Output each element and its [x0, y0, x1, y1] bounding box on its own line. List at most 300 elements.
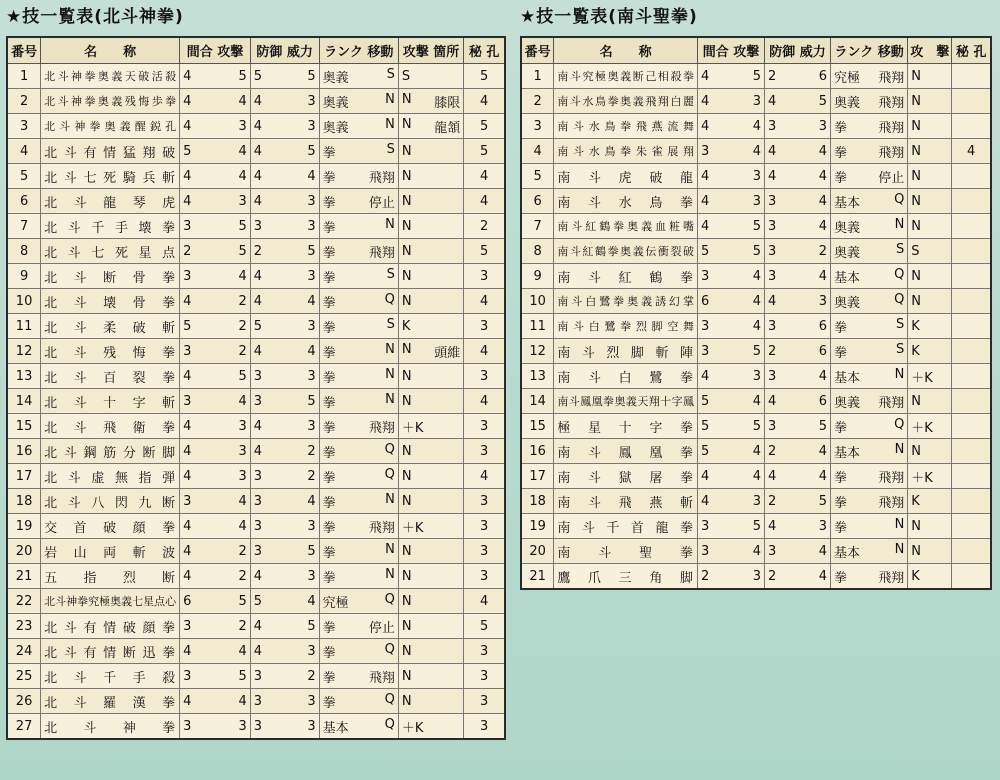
move-number: 14 — [521, 389, 554, 414]
power-value: 3 — [818, 118, 828, 134]
attack-value: 3 — [752, 168, 762, 184]
table-row — [7, 289, 505, 314]
aim-value: 5 — [183, 318, 192, 334]
attack-location-cell — [398, 439, 463, 464]
table-row — [521, 139, 991, 164]
power-value: 5 — [818, 93, 828, 109]
aim-attack-cell — [180, 314, 251, 339]
pressure-point-value — [952, 289, 991, 314]
attack-location-cell — [398, 314, 463, 339]
aim-value: 6 — [183, 593, 192, 609]
aim-value: 4 — [701, 218, 710, 234]
rank-move-cell — [319, 589, 398, 614]
rank-value: 拳 — [322, 695, 336, 711]
power-value: 3 — [818, 518, 828, 534]
attack-value: 4 — [238, 268, 247, 284]
attack-location-cell — [398, 689, 463, 714]
move-value: 飛翔 — [368, 520, 395, 536]
aim-value: 2 — [701, 568, 710, 584]
aim-value: 3 — [701, 143, 710, 159]
defense-power-pair — [254, 194, 316, 209]
defense-value: 3 — [768, 418, 777, 434]
aim-attack-pair — [701, 519, 761, 534]
defense-power-pair — [768, 94, 827, 109]
defense-power-pair — [254, 94, 316, 109]
header-attack: 攻 撃 — [908, 37, 952, 64]
attack-value: 4 — [238, 393, 247, 409]
aim-attack-cell — [180, 364, 251, 389]
aim-attack-cell — [698, 539, 765, 564]
aim-attack-pair — [183, 619, 247, 634]
defense-power-cell — [765, 289, 831, 314]
defense-power-cell — [765, 239, 831, 264]
attack-value: 4 — [752, 293, 762, 309]
attack-location-cell — [398, 389, 463, 414]
move-number: 6 — [521, 189, 554, 214]
rank-move-pair — [834, 192, 904, 211]
move-name: 南斗究極奥義断己相殺拳 — [554, 64, 698, 89]
rank-move-pair — [323, 492, 395, 511]
pressure-point-value: 5 — [464, 114, 505, 139]
aim-value: 3 — [701, 268, 710, 284]
aim-value: 4 — [183, 418, 192, 434]
move-value: N — [385, 391, 395, 407]
pressure-point-value — [952, 214, 991, 239]
power-value: 4 — [818, 543, 828, 559]
attack-location-pair — [402, 294, 460, 309]
aim-attack-cell — [698, 164, 765, 189]
aim-value: 4 — [183, 293, 192, 309]
pressure-point-value: 3 — [464, 264, 505, 289]
defense-power-cell — [250, 264, 319, 289]
rank-move-cell — [831, 289, 908, 314]
rank-move-cell — [831, 164, 908, 189]
rank-move-pair — [834, 117, 904, 136]
rank-move-cell — [319, 264, 398, 289]
table-row — [7, 539, 505, 564]
attack-value: 4 — [238, 693, 247, 709]
defense-value: 4 — [768, 93, 777, 109]
attack-value: 4 — [752, 118, 762, 134]
power-value: 4 — [818, 443, 828, 459]
aim-attack-pair — [183, 94, 247, 109]
aim-attack-cell — [698, 514, 765, 539]
aim-value: 4 — [183, 643, 192, 659]
attack-value: 5 — [752, 343, 762, 359]
pressure-point-value — [952, 114, 991, 139]
move-number: 19 — [7, 514, 41, 539]
defense-power-cell — [765, 189, 831, 214]
move-name: 北斗神拳 — [41, 714, 180, 740]
rank-move-pair — [834, 242, 904, 261]
move-value: S — [896, 316, 905, 332]
move-value: Q — [384, 591, 395, 607]
defense-value: 4 — [768, 393, 777, 409]
defense-power-cell — [765, 539, 831, 564]
attack-type: K — [908, 489, 952, 514]
power-value: 6 — [818, 343, 828, 359]
aim-value: 3 — [183, 493, 192, 509]
rank-value: 奥義 — [834, 295, 861, 311]
move-number: 21 — [521, 564, 554, 590]
attack-location: 頭維 — [434, 345, 461, 361]
defense-value: 4 — [253, 568, 263, 584]
rank-move-pair — [834, 467, 904, 486]
aim-value: 4 — [183, 568, 192, 584]
rank-move-cell — [319, 689, 398, 714]
move-number: 3 — [521, 114, 554, 139]
defense-value: 3 — [253, 218, 263, 234]
rank-value: 拳 — [834, 320, 848, 336]
pressure-point-value — [952, 239, 991, 264]
defense-value: 4 — [253, 93, 263, 109]
pressure-point-value: 5 — [464, 239, 505, 264]
rank-value: 拳 — [322, 320, 336, 336]
aim-value: 4 — [701, 468, 710, 484]
attack-type: N — [401, 368, 412, 384]
move-number: 17 — [521, 464, 554, 489]
attack-type: N — [401, 268, 412, 284]
aim-attack-pair — [183, 394, 247, 409]
aim-attack-pair — [701, 69, 761, 84]
rank-move-pair — [323, 617, 395, 636]
power-value: 4 — [818, 193, 828, 209]
rank-value: 拳 — [322, 420, 336, 436]
rank-move-cell — [319, 639, 398, 664]
defense-power-pair — [254, 494, 316, 509]
aim-attack-cell — [180, 214, 251, 239]
aim-attack-pair — [183, 544, 247, 559]
defense-power-pair — [254, 319, 316, 334]
attack-location-cell — [398, 539, 463, 564]
pressure-point-value: 4 — [464, 389, 505, 414]
rank-move-pair — [834, 417, 904, 436]
rank-value: 基本 — [834, 445, 861, 461]
attack-type: N — [401, 693, 412, 709]
move-value: Q — [384, 716, 395, 732]
rank-value: 拳 — [322, 520, 336, 536]
defense-value: 3 — [768, 543, 777, 559]
defense-power-cell — [250, 189, 319, 214]
defense-power-pair — [768, 544, 827, 559]
rank-move-pair — [323, 92, 395, 111]
defense-power-pair — [768, 469, 827, 484]
pressure-point-value: 4 — [952, 139, 991, 164]
attack-value: 3 — [752, 93, 762, 109]
rank-move-pair — [323, 717, 395, 736]
defense-value: 2 — [253, 243, 263, 259]
attack-type: N — [401, 341, 412, 357]
attack-location-pair — [402, 444, 460, 459]
aim-attack-pair — [183, 644, 247, 659]
header-name: 名 称 — [554, 37, 698, 64]
attack-value: 4 — [238, 143, 247, 159]
aim-attack-pair — [183, 719, 247, 734]
move-number: 7 — [7, 214, 41, 239]
rank-move-pair — [323, 217, 395, 236]
move-value: N — [385, 116, 395, 132]
defense-value: 4 — [253, 168, 263, 184]
attack-type: N — [908, 164, 952, 189]
defense-power-cell — [250, 564, 319, 589]
rank-move-cell — [831, 314, 908, 339]
move-value: N — [894, 516, 905, 532]
aim-value: 4 — [701, 118, 710, 134]
power-value: 5 — [307, 243, 316, 259]
rank-move-pair — [323, 642, 395, 661]
table-row — [521, 564, 991, 590]
rank-value: 拳 — [834, 120, 848, 136]
aim-attack-cell — [180, 239, 251, 264]
aim-attack-pair — [183, 169, 247, 184]
attack-location-pair — [402, 269, 460, 284]
rank-move-cell — [319, 189, 398, 214]
move-name: 南斗紅鶴拳奥義血粧嘴 — [554, 214, 698, 239]
defense-power-cell — [250, 214, 319, 239]
defense-power-pair — [254, 244, 316, 259]
rank-move-cell — [831, 489, 908, 514]
move-number: 20 — [7, 539, 41, 564]
rank-move-cell — [319, 214, 398, 239]
aim-value: 4 — [701, 193, 710, 209]
power-value: 4 — [818, 143, 828, 159]
aim-value: 5 — [183, 143, 192, 159]
aim-attack-pair — [183, 219, 247, 234]
table-row — [521, 514, 991, 539]
aim-attack-pair — [183, 119, 247, 134]
header-hole: 秘 孔 — [464, 37, 505, 64]
attack-value: 5 — [238, 68, 247, 84]
power-value: 2 — [307, 668, 316, 684]
rank-move-pair — [834, 367, 904, 386]
move-name: 五指烈断 — [41, 564, 180, 589]
aim-attack-pair — [701, 444, 761, 459]
hokuto-panel — [6, 4, 506, 740]
move-number: 8 — [521, 239, 554, 264]
power-value: 3 — [307, 368, 316, 384]
pressure-point-value — [952, 389, 991, 414]
move-name: 北斗百裂拳 — [41, 364, 180, 389]
pressure-point-value: 4 — [464, 339, 505, 364]
defense-power-cell — [250, 439, 319, 464]
aim-attack-cell — [180, 189, 251, 214]
power-value: 5 — [818, 493, 828, 509]
attack-location-pair — [402, 394, 460, 409]
rank-value: 奥義 — [834, 245, 861, 261]
aim-attack-pair — [701, 144, 761, 159]
rank-move-pair — [323, 692, 395, 711]
move-number: 18 — [521, 489, 554, 514]
move-number: 15 — [7, 414, 41, 439]
defense-power-pair — [768, 244, 827, 259]
attack-location-pair — [402, 194, 460, 209]
defense-power-pair — [254, 519, 316, 534]
move-number: 4 — [521, 139, 554, 164]
rank-value: 拳 — [322, 220, 336, 236]
attack-location-pair — [402, 569, 460, 584]
table-row — [7, 114, 505, 139]
power-value: 4 — [818, 568, 828, 584]
move-number: 22 — [7, 589, 41, 614]
attack-type: K — [401, 318, 411, 334]
rank-move-cell — [319, 614, 398, 639]
move-value: N — [385, 341, 395, 357]
defense-power-pair — [254, 394, 316, 409]
power-value: 5 — [307, 618, 316, 634]
rank-move-cell — [319, 414, 398, 439]
attack-location-pair — [402, 644, 460, 659]
header-rank-move: ランク 移動 — [831, 37, 908, 64]
move-value: N — [385, 541, 395, 557]
rank-move-pair — [323, 67, 395, 86]
defense-power-cell — [250, 414, 319, 439]
rank-move-cell — [831, 189, 908, 214]
defense-value: 3 — [768, 118, 777, 134]
defense-power-cell — [250, 389, 319, 414]
aim-attack-cell — [180, 64, 251, 89]
defense-power-cell — [250, 164, 319, 189]
power-value: 3 — [307, 318, 316, 334]
attack-location-cell — [398, 364, 463, 389]
move-value: N — [894, 216, 905, 232]
pressure-point-value: 3 — [464, 539, 505, 564]
rank-move-cell — [831, 239, 908, 264]
defense-power-cell — [250, 514, 319, 539]
attack-value: 4 — [752, 443, 762, 459]
defense-power-pair — [768, 169, 827, 184]
move-number: 7 — [521, 214, 554, 239]
rank-move-cell — [319, 139, 398, 164]
aim-attack-pair — [183, 244, 247, 259]
move-name: 北斗有情破顔拳 — [41, 614, 180, 639]
attack-location-pair — [402, 669, 460, 684]
move-number: 5 — [521, 164, 554, 189]
defense-power-cell — [250, 464, 319, 489]
move-name: 南斗水鳥拳 — [554, 189, 698, 214]
defense-value: 3 — [768, 218, 777, 234]
table-row — [7, 264, 505, 289]
attack-location-cell — [398, 589, 463, 614]
aim-value: 4 — [183, 68, 192, 84]
move-value: S — [386, 316, 395, 332]
table-row — [521, 89, 991, 114]
attack-type: N — [401, 443, 412, 459]
aim-value: 5 — [701, 243, 710, 259]
rank-value: 拳 — [322, 495, 336, 511]
aim-attack-cell — [180, 439, 251, 464]
attack-location-cell — [398, 189, 463, 214]
attack-location-pair — [402, 619, 460, 634]
power-value: 4 — [307, 593, 316, 609]
rank-value: 奥義 — [834, 395, 861, 411]
aim-attack-pair — [183, 469, 247, 484]
table-row — [7, 464, 505, 489]
defense-value: 4 — [253, 343, 263, 359]
attack-value: 2 — [238, 568, 247, 584]
aim-value: 3 — [701, 318, 710, 334]
aim-attack-pair — [183, 294, 247, 309]
rank-value: 拳 — [322, 620, 336, 636]
attack-type: N — [908, 189, 952, 214]
rank-move-cell — [831, 439, 908, 464]
defense-value: 3 — [253, 718, 263, 734]
move-name: 南斗千首龍拳 — [554, 514, 698, 539]
aim-value: 4 — [183, 543, 192, 559]
rank-move-cell — [831, 564, 908, 590]
defense-power-cell — [250, 614, 319, 639]
defense-power-cell — [765, 489, 831, 514]
defense-value: 3 — [253, 368, 263, 384]
power-value: 3 — [307, 218, 316, 234]
move-value: 飛翔 — [878, 70, 905, 86]
attack-type: N — [908, 539, 952, 564]
defense-power-cell — [765, 264, 831, 289]
pressure-point-value — [952, 339, 991, 364]
defense-power-cell — [250, 489, 319, 514]
defense-power-cell — [765, 364, 831, 389]
rank-move-cell — [831, 389, 908, 414]
attack-location-pair — [402, 169, 460, 184]
defense-power-pair — [768, 69, 827, 84]
attack-value: 5 — [238, 593, 247, 609]
rank-value: 拳 — [322, 145, 336, 161]
attack-value: 4 — [238, 518, 247, 534]
attack-location-cell — [398, 639, 463, 664]
rank-move-pair — [323, 292, 395, 311]
defense-power-cell — [765, 139, 831, 164]
attack-type: N — [908, 114, 952, 139]
defense-power-cell — [250, 289, 319, 314]
attack-location-pair — [402, 469, 460, 484]
pressure-point-value — [952, 414, 991, 439]
move-name: 南斗紅鶴拳奥義伝衝裂破 — [554, 239, 698, 264]
attack-type: N — [908, 389, 952, 414]
rank-move-cell — [319, 164, 398, 189]
attack-value: 2 — [238, 618, 247, 634]
header-def-pow: 防御 威力 — [250, 37, 319, 64]
table-row — [7, 439, 505, 464]
move-number: 18 — [7, 489, 41, 514]
rank-move-cell — [319, 89, 398, 114]
defense-power-cell — [765, 314, 831, 339]
attack-type: N — [908, 139, 952, 164]
aim-attack-cell — [180, 664, 251, 689]
defense-power-cell — [765, 89, 831, 114]
attack-type: N — [401, 193, 412, 209]
attack-type: S — [908, 239, 952, 264]
attack-value: 5 — [752, 218, 762, 234]
power-value: 4 — [818, 468, 828, 484]
defense-power-pair — [254, 419, 316, 434]
header-aim-atk: 間合 攻撃 — [180, 37, 251, 64]
pressure-point-value — [952, 164, 991, 189]
power-value: 3 — [307, 193, 316, 209]
pressure-point-value — [952, 89, 991, 114]
defense-power-cell — [765, 389, 831, 414]
attack-location: 膝限 — [434, 95, 461, 111]
rank-value: 拳 — [322, 470, 336, 486]
attack-value: 3 — [238, 443, 247, 459]
rank-move-cell — [831, 464, 908, 489]
move-name: 南斗飛燕斬 — [554, 489, 698, 514]
attack-type: N — [401, 468, 412, 484]
defense-power-cell — [250, 364, 319, 389]
attack-value: 5 — [752, 418, 762, 434]
pressure-point-value: 4 — [464, 464, 505, 489]
move-value: N — [385, 366, 395, 382]
aim-attack-cell — [180, 564, 251, 589]
defense-power-pair — [254, 169, 316, 184]
